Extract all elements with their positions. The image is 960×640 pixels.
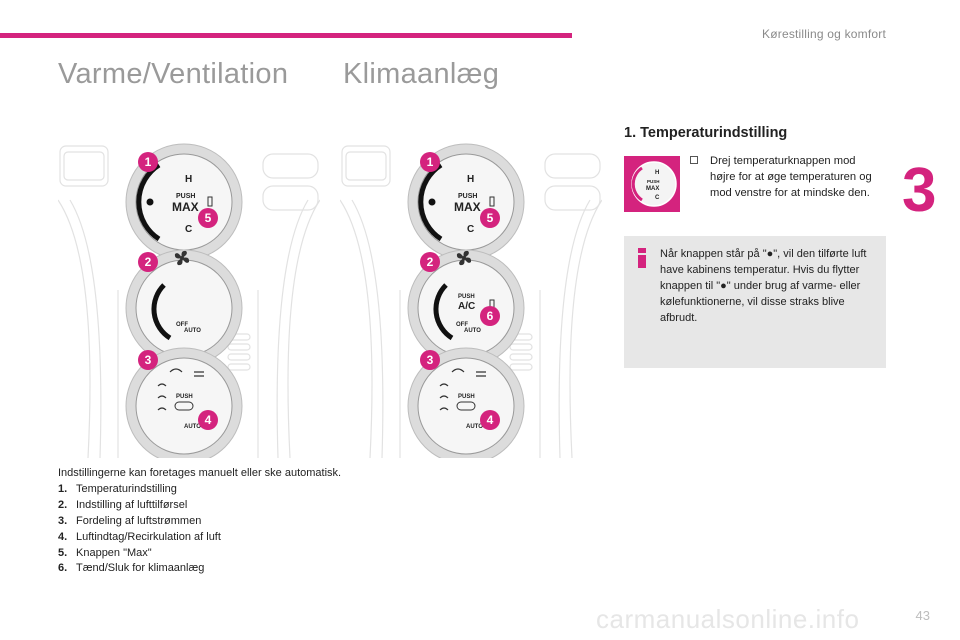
info-box: [624, 236, 886, 368]
push-label: PUSH: [647, 179, 660, 184]
info-icon: [636, 248, 648, 268]
cold-label: C: [185, 224, 193, 235]
badge-3: 3: [426, 353, 434, 367]
auto-label: AUTO: [464, 328, 481, 334]
checkbox-bullet-icon: [690, 156, 698, 164]
temperature-knob-thumbnail: [624, 156, 680, 212]
page-number: 43: [915, 608, 930, 623]
legend-item: 5. Knappen "Max": [58, 546, 152, 559]
section-title: 1. Temperaturindstilling: [624, 125, 788, 141]
badge-2: 2: [144, 255, 152, 269]
push-label: PUSH: [176, 193, 196, 200]
off-label: OFF: [176, 322, 188, 328]
off-label: OFF: [456, 322, 468, 328]
ac-label: A/C: [458, 301, 476, 312]
push-label: PUSH: [176, 394, 193, 400]
badge-5: 5: [486, 211, 494, 225]
chapter-number: 3: [902, 156, 937, 225]
info-text: Når knappen står på "●", vil den tilførte luft have kabinens temperatur. Hvis du flytter knappen til "●" under brug af varme- eller kølefunktionerne, vil disse straks blive afbrudt.: [660, 248, 867, 324]
badge-2: 2: [426, 255, 434, 269]
title-air-conditioning: Klimaanlæg: [343, 58, 500, 90]
legend-item: 6. Tænd/Sluk for klimaanlæg: [58, 562, 205, 575]
chapter-accent-bar: [0, 33, 572, 38]
badge-5: 5: [204, 211, 212, 225]
push-label: PUSH: [458, 294, 475, 300]
title-heating-ventilation: Varme/Ventilation: [58, 58, 289, 90]
max-label: MAX: [646, 186, 660, 192]
watermark: carmanualsonline.info: [596, 604, 860, 634]
chapter-title: Kørestilling og komfort: [762, 27, 886, 41]
legend-item: 3. Fordeling af luftstrømmen: [58, 514, 202, 527]
badge-4: 4: [204, 413, 212, 427]
push-label: PUSH: [458, 394, 475, 400]
legend-item: 1. Temperaturindstilling: [58, 482, 177, 495]
auto-label: AUTO: [466, 424, 483, 430]
hot-label: H: [467, 174, 475, 185]
auto-label: AUTO: [184, 424, 201, 430]
cold-label: C: [655, 195, 660, 201]
legend-item: 2. Indstilling af lufttilførsel: [58, 498, 188, 511]
badge-1: 1: [426, 155, 434, 169]
heating-control-panel: [58, 140, 320, 458]
max-label: MAX: [172, 200, 199, 214]
instruction-bullet: Drej temperaturknappen mod højre for at øge temperaturen og mod venstre for at mindske den.: [690, 153, 880, 202]
auto-label: AUTO: [184, 328, 201, 334]
badge-6: 6: [486, 309, 494, 323]
badge-1: 1: [144, 155, 152, 169]
max-label: MAX: [454, 200, 481, 214]
badge-4: 4: [486, 413, 494, 427]
controls-legend: [58, 466, 478, 577]
air-conditioning-control-panel: [340, 140, 602, 458]
push-label: PUSH: [458, 193, 478, 200]
legend-intro: Indstillingerne kan foretages manuelt eller ske automatisk.: [58, 467, 342, 479]
hot-label: H: [655, 170, 660, 176]
legend-item: 4. Luftindtag/Recirkulation af luft: [58, 530, 221, 543]
badge-3: 3: [144, 353, 152, 367]
hot-label: H: [185, 174, 193, 185]
cold-label: C: [467, 224, 475, 235]
